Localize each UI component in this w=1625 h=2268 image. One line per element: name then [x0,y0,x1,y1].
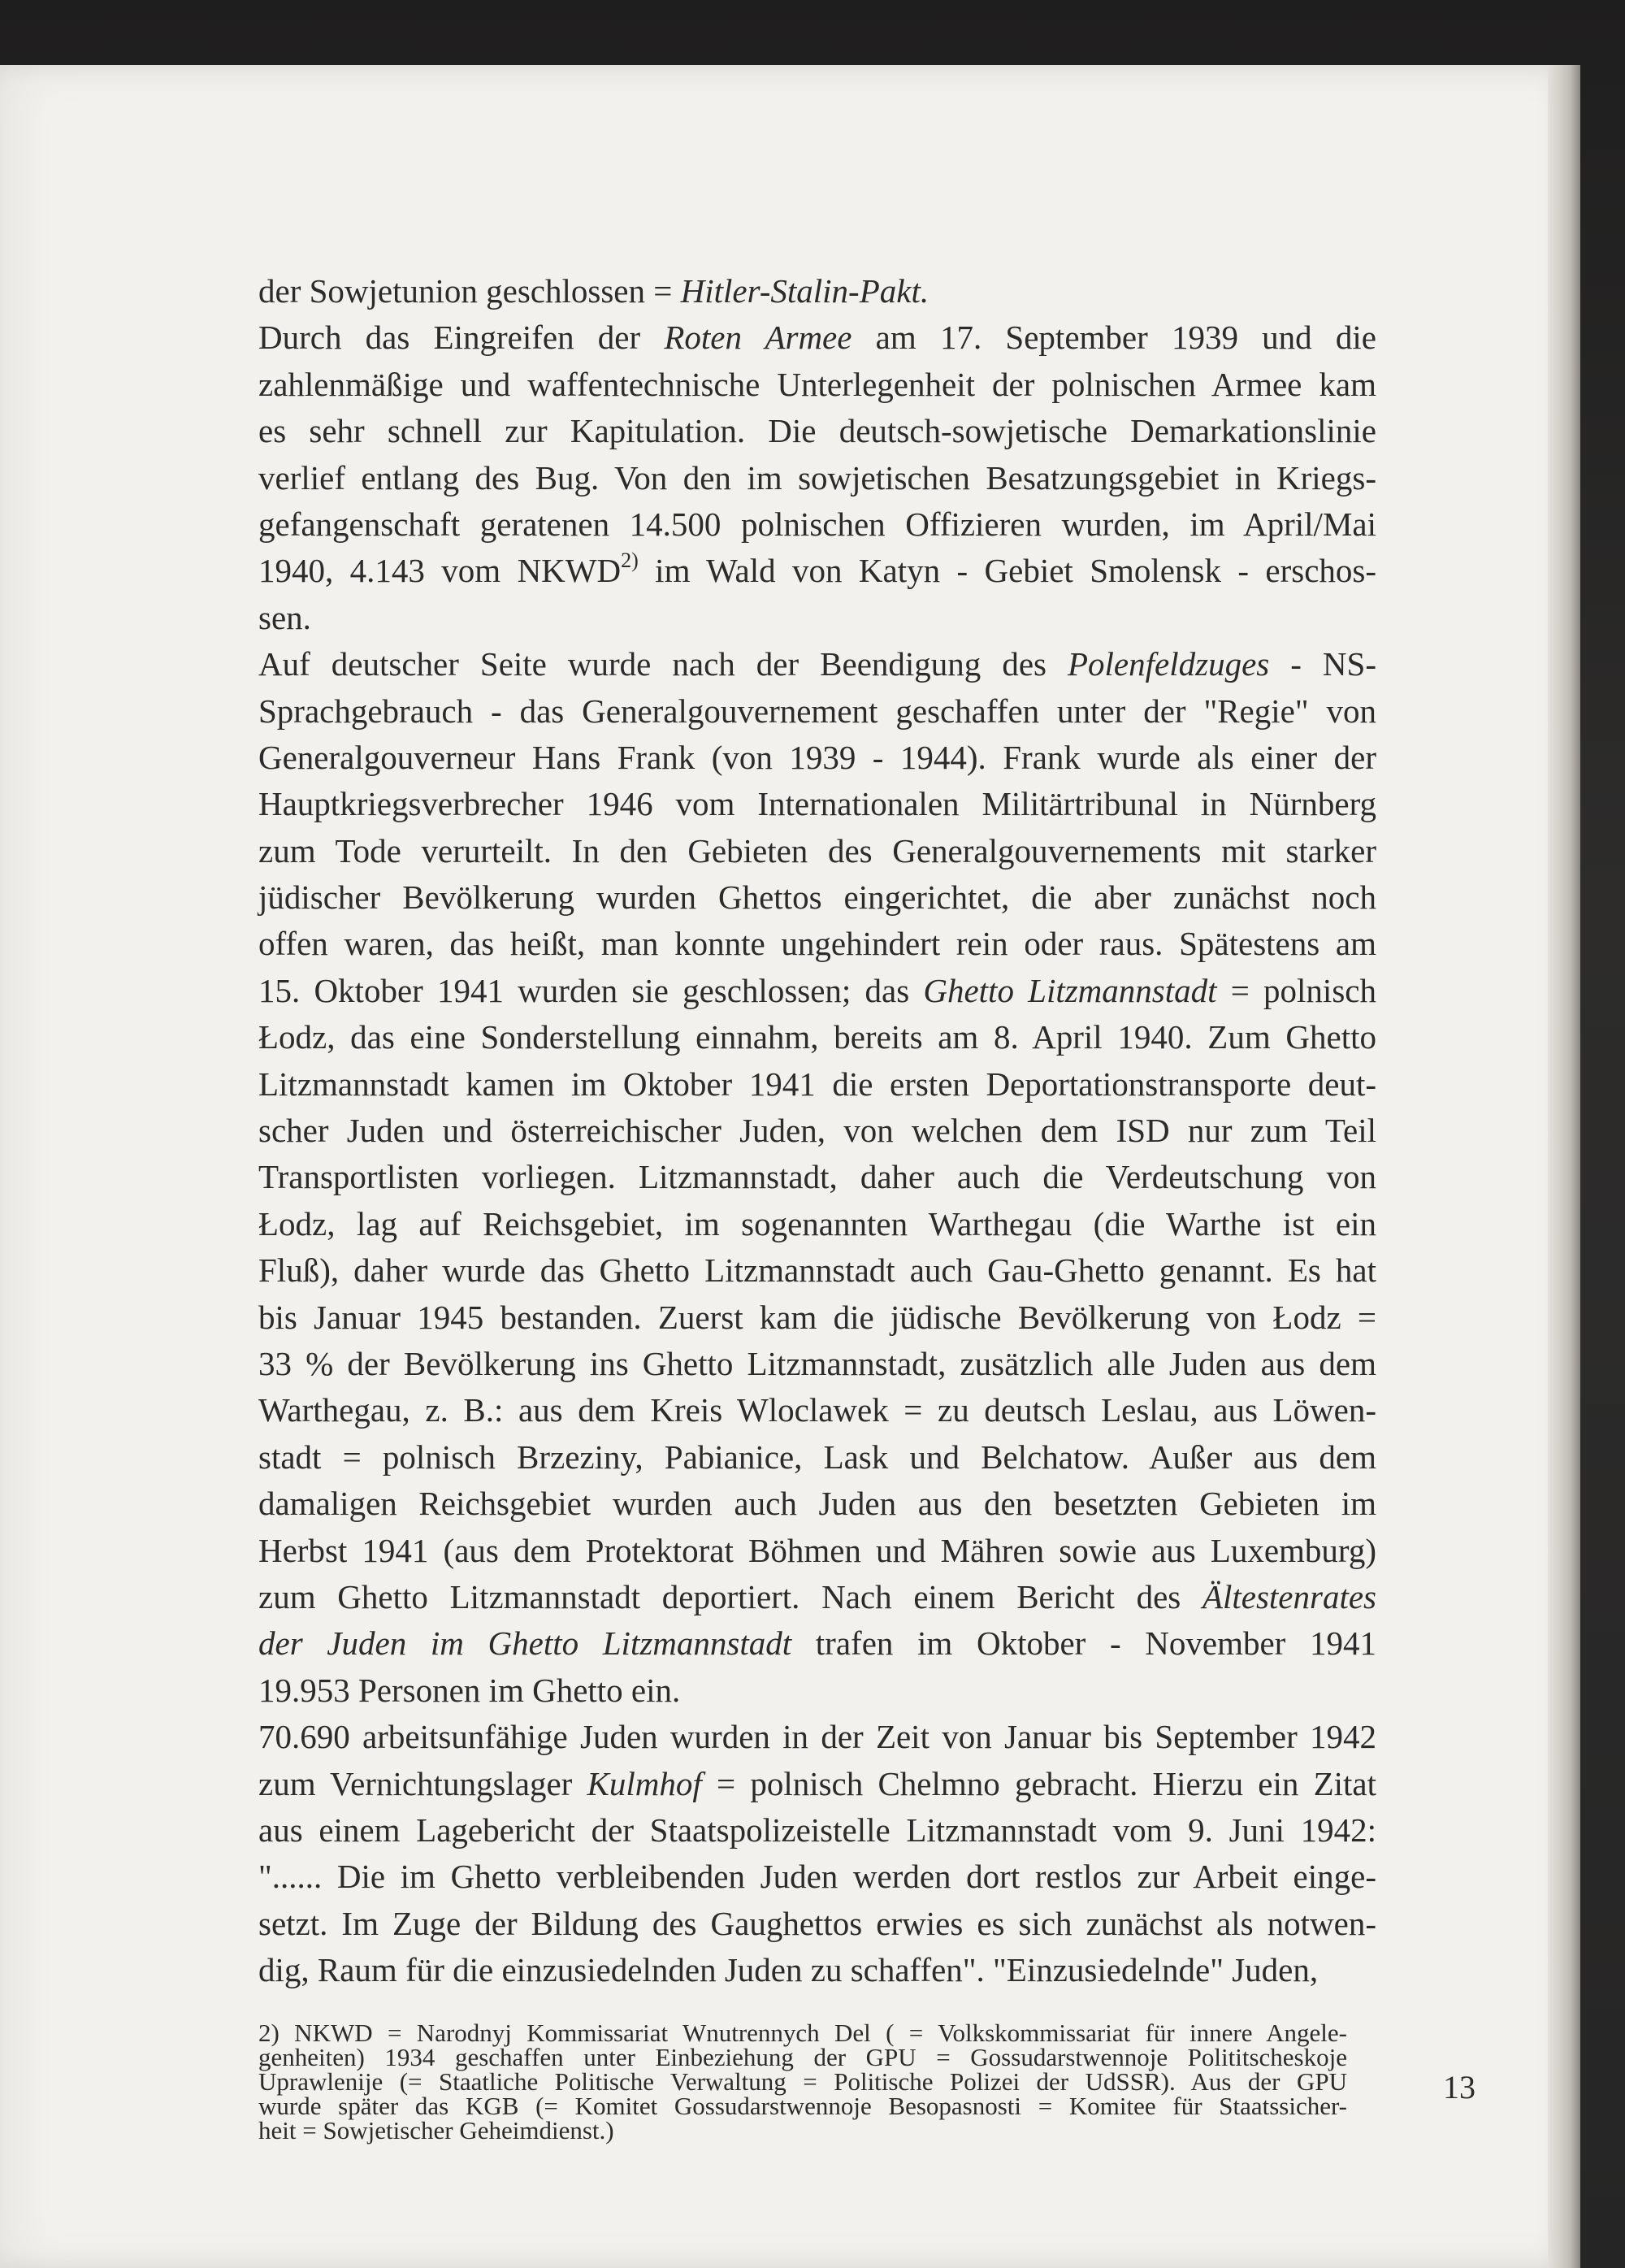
text-run: zum Tode verurteilt. In den Gebieten des Generalgouvernements mit starker [258,831,1376,869]
italic-term: Ghetto Litzmannstadt [923,971,1217,1009]
text-line [258,921,1376,967]
text-run: sen. [258,598,311,636]
text-run: der Sowjetunion geschlossen = [258,272,681,310]
text-line [258,1108,1376,1154]
text-run: im Wald von Katyn - Gebiet Smolensk - erschos- [638,552,1377,590]
footnote [258,2021,1347,2143]
text-line [258,1714,1376,1760]
text-line [258,1854,1376,1900]
text-line [258,1574,1376,1620]
text-run: gefangenschaft geratenen 14.500 polnischen Offizieren wurden, im April/Mai [258,505,1376,543]
text-line [258,1761,1376,1807]
text-line [258,1014,1376,1060]
text-run: 1940, 4.143 vom NKWD [258,552,622,590]
text-line [258,1061,1376,1108]
text-run: Sprachgebrauch - das Generalgouvernement geschaffen unter der "Regie" von [258,692,1376,730]
italic-term: Hitler-Stalin-Pakt. [680,272,930,310]
text-line [258,1481,1376,1527]
text-line [258,688,1376,735]
text-line [258,595,1376,641]
text-run: setzt. Im Zuge der Bildung des Gaughettos erwies es sich zunächst als notwen- [258,1904,1376,1942]
text-line [258,548,1376,594]
footnote-line: genheiten) 1934 geschaffen unter Einbeziehung der GPU = Gossudarstwennoje Polititscheskoje [258,2043,1347,2071]
text-line [258,1201,1376,1247]
italic-term: Kulmhof [587,1764,702,1802]
text-run: = polnisch [1216,971,1376,1009]
text-line [258,1341,1376,1387]
text-line [258,1247,1376,1294]
text-line [258,1434,1376,1481]
text-run: 70.690 arbeitsunfähige Juden wurden in der Zeit von Januar bis September 1942 [258,1718,1376,1756]
text-run: offen waren, das heißt, man konnte ungehindert rein oder raus. Spätestens am [258,925,1376,963]
text-run: Litzmannstadt kamen im Oktober 1941 die ersten Deportationstransporte deut- [258,1065,1376,1103]
text-line [258,781,1376,827]
text-run: Hauptkriegsverbrecher 1946 vom Internationalen Militärtribunal in Nürnberg [258,785,1376,823]
text-line [258,455,1376,501]
footnote-marker: 2) [621,549,639,573]
text-run: zum Vernichtungslager [258,1764,587,1802]
text-line [258,1294,1376,1341]
text-run: Warthegau, z. B.: aus dem Kreis Wloclawek = zu deutsch Leslau, aus Löwen- [258,1391,1376,1429]
text-line [258,268,1376,314]
text-run: trafen im Oktober - November 1941 [791,1624,1376,1663]
italic-term: der Juden im Ghetto Litzmannstadt [258,1624,792,1663]
text-line [258,1154,1376,1200]
italic-term: Roten Armee [664,319,852,357]
text-run: Auf deutscher Seite wurde nach der Beendigung des [258,645,1068,683]
text-line [258,874,1376,921]
text-line [258,1620,1376,1667]
text-run: 15. Oktober 1941 wurden sie geschlossen; das [258,971,924,1009]
text-run: = polnisch Chelmno gebracht. Hierzu ein Zitat [701,1764,1377,1802]
text-run: scher Juden und österreichischer Juden, von welchen dem ISD nur zum Teil [258,1112,1376,1150]
text-run: damaligen Reichsgebiet wurden auch Juden aus den besetzten Gebieten im [258,1485,1376,1523]
text-line [258,1667,1376,1714]
text-line [258,968,1376,1014]
italic-term: Polenfeldzuges [1068,645,1270,683]
text-line [258,1807,1376,1854]
text-line [258,1528,1376,1574]
text-line [258,1387,1376,1433]
text-run: zahlenmäßige und waffentechnische Unterlegenheit der polnischen Armee kam [258,365,1376,403]
page-edge [1548,65,1580,2268]
text-line [258,362,1376,408]
text-run: - NS- [1269,645,1376,683]
text-line [258,828,1376,874]
footnote-line: heit = Sowjetischer Geheimdienst.) [258,2116,614,2144]
italic-term: Ältestenrates [1202,1577,1376,1615]
text-run: 19.953 Personen im Ghetto ein. [258,1671,681,1709]
text-line [258,641,1376,687]
text-line [258,1947,1376,1993]
text-line [258,1901,1376,1947]
text-run: bis Januar 1945 bestanden. Zuerst kam die jüdische Bevölkerung von Łodz = [258,1298,1376,1336]
text-run: Durch das Eingreifen der [258,319,665,357]
text-run: es sehr schnell zur Kapitulation. Die deutsch-sowjetische Demarkationslinie [258,412,1376,450]
body-text [258,268,1376,1993]
text-run: am 17. September 1939 und die [852,319,1376,357]
text-line [258,408,1376,454]
text-run: jüdischer Bevölkerung wurden Ghettos eingerichtet, die aber zunächst noch [258,878,1376,917]
text-run: zum Ghetto Litzmannstadt deportiert. Nach einem Bericht des [258,1577,1202,1615]
text-run: dig, Raum für die einzusiedelnden Juden zu schaffen". "Einzusiedelnde" Juden, [258,1951,1319,1989]
text-run: stadt = polnisch Brzeziny, Pabianice, Lask und Belchatow. Außer aus dem [258,1438,1376,1476]
text-run: Łodz, das eine Sonderstellung einnahm, bereits am 8. April 1940. Zum Ghetto [258,1018,1376,1056]
text-run: Łodz, lag auf Reichsgebiet, im sogenannten Warthegau (die Warthe ist ein [258,1204,1376,1242]
page-number: 13 [1443,2069,1476,2105]
text-run: Herbst 1941 (aus dem Protektorat Böhmen und Mähren sowie aus Luxemburg) [258,1531,1376,1569]
text-line [258,501,1376,548]
text-run: Fluß), daher wurde das Ghetto Litzmannstadt auch Gau-Ghetto genannt. Es hat [258,1251,1376,1290]
text-line [258,735,1376,781]
text-run: Transportlisten vorliegen. Litzmannstadt, daher auch die Verdeutschung von [258,1158,1376,1196]
text-run: aus einem Lagebericht der Staatspolizeistelle Litzmannstadt vom 9. Juni 1942: [258,1810,1376,1849]
text-run: Generalgouverneur Hans Frank (von 1939 - 1944). Frank wurde als einer der [258,738,1376,776]
footnote-line: wurde später das KGB (= Komitet Gossudarstwennoje Besopasnosti = Komitee für Staatssicher- [258,2092,1347,2120]
text-line [258,314,1376,361]
footnote-line: 2) NKWD = Narodnyj Kommissariat Wnutrennych Del ( = Volkskommissariat für innere Angele- [258,2019,1347,2047]
text-run: verlief entlang des Bug. Von den im sowjetischen Besatzungsgebiet in Kriegs- [258,458,1376,497]
footnote-line: Uprawlenije (= Staatliche Politische Verwaltung = Politische Polizei der UdSSR). Aus der GPU [258,2067,1347,2096]
text-run: "...... Die im Ghetto verbleibenden Juden werden dort restlos zur Arbeit einge- [258,1858,1376,1896]
text-run: 33 % der Bevölkerung ins Ghetto Litzmannstadt, zusätzlich alle Juden aus dem [258,1344,1376,1382]
